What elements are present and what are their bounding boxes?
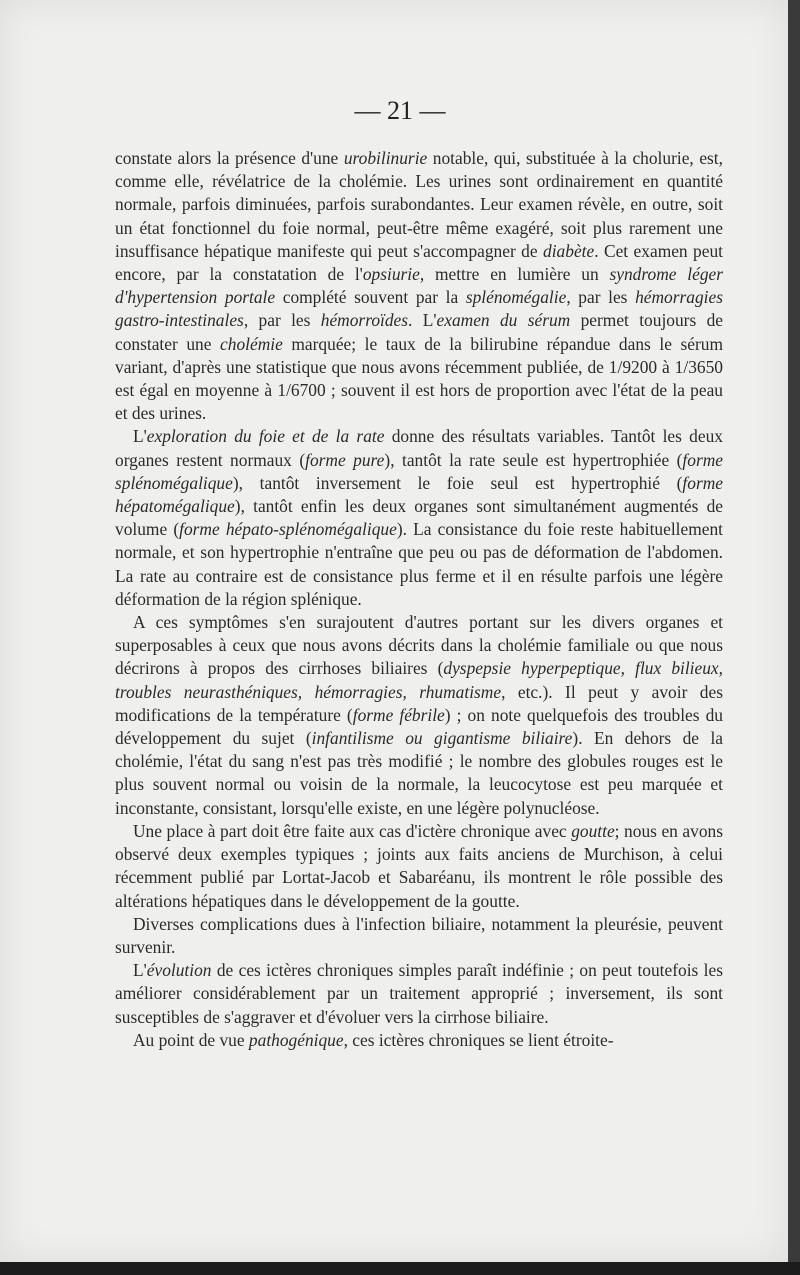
text-run: ) ; on note quelquefois des troubles du développement du sujet ( [115,704,723,749]
text-run: constate alors la présence d'une [115,148,344,168]
italic-text: pathogénique [248,1029,344,1050]
paragraph [115,959,723,1029]
italic-text: opsiurie [362,264,420,285]
text-run: Diverses complications dues à l'infection biliaire, notamment la pleurésie, peuvent survenir. [115,913,723,957]
paragraph [115,1029,723,1052]
text-run: L' [133,960,147,981]
text-run: , ces ictères chroniques se lient étroite- [343,1029,614,1050]
italic-text: hémorroïdes [320,310,409,331]
text-run: Au point de vue [133,1029,249,1050]
text-run: . Cet examen peut encore, par la constatation de l' [115,240,723,285]
paragraph [115,611,723,820]
paragraph [115,425,723,611]
text-run: notable, qui, substituée à la cholurie, est, comme elle, révélatrice de la cholémie. Les urines sont ordinairement en quantité normale, parfois diminuées, parfois surabondantes. Leur examen révèle, en outre, soit un état fonctionnel du foie normal, peut-être même exagéré, soit plus rarement une insuffisance hépatique manifeste qui peut s'accompagner de [115,148,723,261]
paragraph [115,147,723,425]
italic-text: évolution [146,960,212,981]
text-run: de ces ictères chroniques simples paraît indéfinie ; on peut toutefois les améliorer considérablement par un traitement approprié ; inversement, ils sont susceptibles de s'aggraver et d'évoluer vers la cirrhose biliaire. [115,960,723,1027]
italic-text: urobilinurie [343,148,428,168]
text-run: marquée; le taux de la bilirubine répandue dans le sérum variant, d'après une statistique que nous avons récemment publiée, de 1/9200 à 1/3650 est égal en moyenne à 1/6700 ; souvent il est hors de proportion avec l'état de la peau et des urines. [115,333,723,424]
italic-text: dyspepsie hyperpeptique, flux bilieux, troubles neurasthéniques, hémorragies, rhumatisme [115,658,723,702]
text-run: ; nous en avons observé deux exemples typiques ; joints aux faits anciens de Murchison, à celui récemment publié par Lortat-Jacob et Sabaréanu, ils montrent le rôle possible des altérations hépatiques dans le développement de la goutte. [115,820,724,911]
body-text [115,147,723,1052]
text-run: , etc.). Il peut y avoir des modifications de la température ( [115,681,723,725]
text-run: ). En dehors de la cholémie, l'état du sang n'est pas très modifié ; le nombre des globules rouges est le plus souvent normal ou voisin de la normale, la leucocytose est peu marquée et inconstante, consistant, lorsqu'elle existe, en une légère polynucléose. [115,728,724,818]
italic-text: splénomégalie [465,287,567,308]
page-number: — 21 — [354,96,446,125]
text-run: A ces symptômes s'en surajoutent d'autres portant sur les divers organes et superposables à ceux que nous avons décrits dans la cholémie familiale ou que nous décrirons à propos des cirrhoses biliaires ( [115,612,723,679]
text-run: . L' [408,310,437,331]
text-run: , mettre en lumière un [419,264,610,285]
text-run: ), tantôt la rate seule est hypertrophiée ( [384,449,683,470]
paragraph [115,913,723,959]
italic-text: examen du sérum [436,310,571,331]
italic-text: infantilisme ou gigantisme biliaire [311,728,573,749]
italic-text: forme hépato-splénomégalique [179,519,397,540]
scan-edge-bottom [0,1262,800,1275]
italic-text: forme fébrile [352,704,445,725]
text-run: , par les [566,287,636,308]
italic-text: diabète [543,240,595,261]
paragraph [115,820,723,913]
text-run: ), tantôt enfin les deux organes sont simultanément augmentés de volume ( [115,496,723,540]
text-run: ), tantôt inversement le foie seul est hypertrophié ( [232,472,683,493]
text-run: ). La consistance du foie reste habituellement normale, et son hypertrophie n'entraîne que peu ou pas de déformation de l'abdomen. La rate au contraire est de consistance plus ferme et il en résulte parfois une légère déformation de la région splénique. [115,519,724,609]
italic-text: hémorragies gastro-intestinales [115,287,723,331]
text-run: donne des résultats variables. Tantôt les deux organes restent normaux ( [115,426,723,470]
italic-text: goutte [571,820,615,841]
scan-edge-right [788,0,800,1275]
text-run: permet toujours de constater une [115,310,723,354]
italic-text: forme pure [305,449,385,470]
text-run: complété souvent par la [275,287,466,308]
italic-text: cholémie [220,333,283,354]
italic-text: forme hépatomégalique [115,472,723,517]
italic-text: exploration du foie et de la rate [146,426,385,447]
text-run: Une place à part doit être faite aux cas d'ictère chronique avec [133,820,572,841]
italic-text: syndrome léger d'hypertension portale [115,264,723,308]
text-run: L' [133,426,147,447]
italic-text: forme splénomégalique [115,449,723,493]
text-run: , par les [243,310,321,331]
